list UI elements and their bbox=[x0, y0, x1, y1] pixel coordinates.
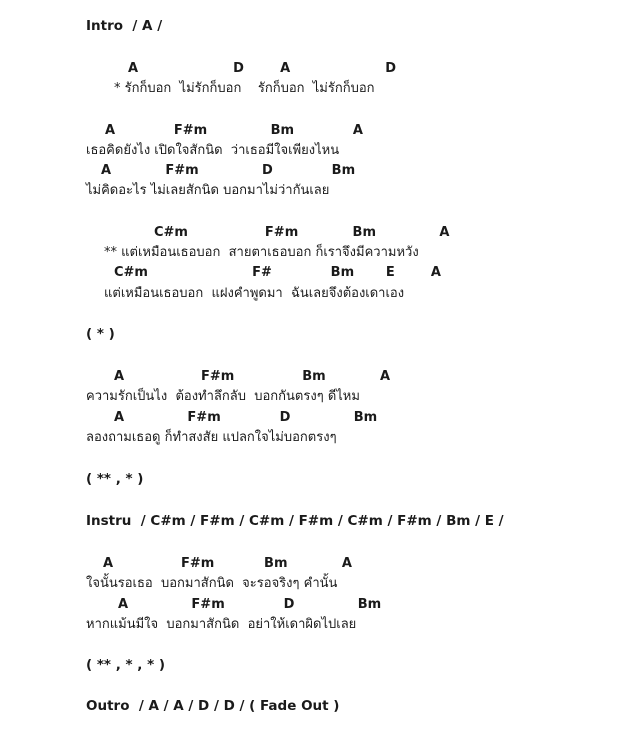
chorus-line2-chords: C#m F# Bm E A bbox=[114, 265, 441, 280]
repeat-marker-3: ( ** , * , * ) bbox=[86, 657, 166, 673]
verse3-line1-chords: A F#m Bm A bbox=[114, 369, 391, 384]
outro-line: Outro / A / A / D / D / ( Fade Out ) bbox=[86, 698, 340, 714]
verse2-line2-chords: A F#m D Bm bbox=[101, 163, 356, 178]
repeat-marker-2: ( ** , * ) bbox=[86, 471, 144, 487]
verse4-line2-chords: A F#m D Bm bbox=[118, 597, 382, 612]
chorus-line1-lyrics: ** แต่เหมือนเธอบอก สายตาเธอบอก ก็เราจึงมีความหวัง bbox=[104, 245, 419, 260]
verse3-line1-lyrics: ความรักเป็นไง ต้องทำลึกลับ บอกกันตรงๆ ดีไหม bbox=[86, 389, 360, 404]
verse1-chords: A D A D bbox=[128, 61, 396, 76]
verse4-line1-chords: A F#m Bm A bbox=[103, 556, 352, 571]
repeat-marker-1: ( * ) bbox=[86, 326, 115, 342]
verse2-line1-lyrics: เธอคิดยังไง เปิดใจสักนิด ว่าเธอมีใจเพียงไหน bbox=[86, 143, 340, 158]
instrumental-line: Instru / C#m / F#m / C#m / F#m / C#m / F#m / Bm / E / bbox=[86, 513, 504, 529]
chorus-line2-lyrics: แต่เหมือนเธอบอก แฝงคำพูดมา ฉันเลยจึงต้องเดาเอง bbox=[104, 286, 405, 301]
verse3-line2-chords: A F#m D Bm bbox=[114, 410, 378, 425]
verse3-line2-lyrics: ลองถามเธอดู ก็ทำสงสัย แปลกใจไม่บอกตรงๆ bbox=[86, 430, 337, 445]
chorus-line1-chords: C#m F#m Bm A bbox=[154, 225, 450, 240]
verse2-line2-lyrics: ไม่คิดอะไร ไม่เลยสักนิด บอกมาไม่ว่ากันเลย bbox=[86, 183, 330, 198]
intro-line: Intro / A / bbox=[86, 18, 163, 34]
verse4-line1-lyrics: ใจนั้นรอเธอ บอกมาสักนิด จะรอจริงๆ คำนั้น bbox=[86, 576, 338, 591]
verse1-lyrics: * รักก็บอก ไม่รักก็บอก รักก็บอก ไม่รักก็บอก bbox=[114, 81, 375, 96]
verse4-line2-lyrics: หากแม้นมีใจ บอกมาสักนิด อย่าให้เดาผิดไปเลย bbox=[86, 617, 357, 632]
verse2-line1-chords: A F#m Bm A bbox=[105, 123, 363, 138]
